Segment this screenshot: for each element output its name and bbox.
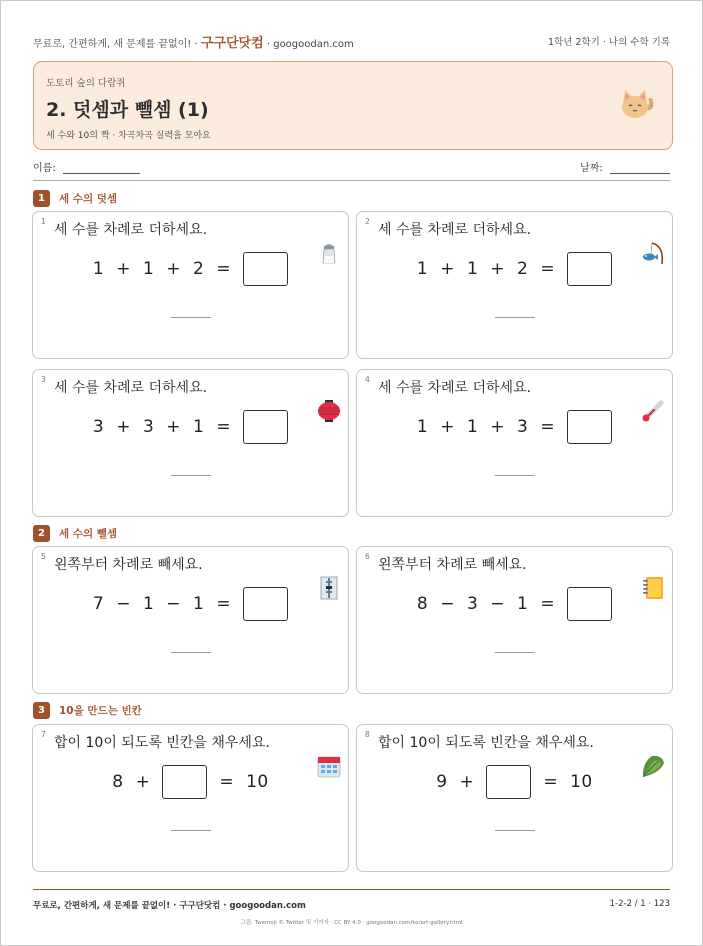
operator: − (440, 594, 455, 614)
course-label: 1학년 2학기 · 나의 수학 기록 (548, 37, 670, 48)
problem-card-4 (356, 369, 673, 517)
operand: 1 (416, 259, 429, 279)
top-bar (33, 31, 670, 51)
result-value: 10 (246, 772, 269, 792)
fishing-pole-icon (640, 240, 666, 266)
problem-number: 1 (41, 217, 46, 226)
name-line (63, 163, 140, 174)
answer-line (171, 830, 211, 831)
equals-sign: = (216, 259, 232, 279)
operand: 9 (436, 772, 448, 792)
notebook-icon (640, 575, 666, 601)
answer-line (495, 652, 535, 653)
footer (33, 899, 670, 911)
problem-number: 8 (365, 730, 370, 739)
problem-number: 3 (41, 375, 46, 384)
footer-left: 무료로, 간편하게, 새 문제를 끝없이! · 구구단닷컴 · googoodan.com (33, 901, 306, 911)
operand: 8 (416, 594, 429, 614)
operator: + (490, 417, 506, 437)
header-divider (33, 180, 670, 181)
operator: + (116, 417, 131, 437)
footer-divider (33, 889, 670, 890)
problem-number: 5 (41, 552, 46, 561)
operand: 1 (416, 417, 429, 437)
problem-card-8 (356, 724, 673, 872)
cat-face-icon (620, 88, 656, 120)
site-domain: · googoodan.com (266, 38, 354, 50)
section-label: 10을 만드는 빈칸 (59, 704, 142, 717)
banner-description: 세 수와 10의 짝 · 차곡차곡 실력을 모아요 (46, 131, 211, 141)
section-number: 2 (33, 525, 50, 542)
answer-line (495, 475, 535, 476)
equation (33, 410, 348, 444)
red-lantern-icon (316, 398, 342, 424)
section-label: 세 수의 덧셈 (59, 192, 118, 205)
date-field[interactable] (580, 159, 670, 175)
problem-number: 4 (365, 375, 370, 384)
section-label: 세 수의 뺄셈 (59, 527, 118, 540)
operator: + (490, 259, 506, 279)
operand: 3 (466, 594, 479, 614)
equation (33, 765, 348, 799)
answer-box[interactable] (567, 410, 612, 444)
equation (33, 587, 348, 621)
answer-box[interactable] (162, 765, 207, 799)
date-label: 날짜: (580, 163, 603, 174)
operator: + (440, 417, 455, 437)
title-banner (33, 61, 673, 150)
section-number: 1 (33, 190, 50, 207)
equation (357, 410, 672, 444)
problem-card-3 (32, 369, 349, 517)
image-credit: 그림: Twemoji © Twitter 및 기여자 · CC BY 4.0 · googoodan.com/ko/art-gallery.html (240, 920, 463, 926)
section-number: 3 (33, 702, 50, 719)
problem-card-5 (32, 546, 349, 694)
name-field[interactable] (33, 159, 140, 175)
name-date-row (33, 159, 670, 175)
operand: 2 (517, 259, 529, 279)
thermometer-icon (640, 398, 666, 424)
page-code: 1-2-2 / 1 · 123 (609, 899, 670, 909)
operand: 1 (142, 594, 155, 614)
top-left (33, 32, 354, 51)
operand: 1 (466, 417, 479, 437)
operand: 3 (92, 417, 105, 437)
tagline: 무료로, 간편하게, 새 문제를 끝없이! · (33, 38, 198, 50)
operator: + (440, 259, 455, 279)
operand: 2 (193, 259, 205, 279)
page-title: 2. 덧셈과 뺄셈 (1) (46, 99, 209, 121)
answer-box[interactable] (243, 587, 288, 621)
result-value: 10 (570, 772, 593, 792)
equals-sign: = (216, 417, 232, 437)
problem-instruction: 왼쪽부터 차례로 빼세요. (54, 557, 203, 573)
equation (33, 252, 348, 286)
name-label: 이름: (33, 163, 56, 174)
answer-box[interactable] (567, 252, 612, 286)
problem-card-2 (356, 211, 673, 359)
operator: + (135, 772, 151, 792)
operand: 7 (92, 594, 105, 614)
operator: − (490, 594, 506, 614)
operand: 1 (466, 259, 479, 279)
operand: 3 (517, 417, 529, 437)
abacus-icon (316, 575, 342, 601)
problem-instruction: 왼쪽부터 차례로 빼세요. (378, 557, 527, 573)
operator: + (116, 259, 131, 279)
operator: + (166, 259, 182, 279)
operand: 1 (142, 259, 155, 279)
equation (357, 587, 672, 621)
answer-box[interactable] (567, 587, 612, 621)
problem-card-6 (356, 546, 673, 694)
equals-sign: = (540, 259, 556, 279)
answer-line (495, 830, 535, 831)
answer-box[interactable] (243, 410, 288, 444)
answer-line (171, 475, 211, 476)
operand: 1 (517, 594, 529, 614)
brand-name: 구구단닷컴 (200, 35, 264, 51)
operator: − (116, 594, 131, 614)
banner-subtitle: 도토리 숲의 다람쥐 (46, 78, 126, 89)
problem-instruction: 세 수를 차례로 더하세요. (378, 380, 532, 396)
equals-sign: = (540, 417, 556, 437)
section-header-1 (33, 189, 117, 207)
equation (357, 765, 672, 799)
operand: 8 (112, 772, 124, 792)
operator: − (166, 594, 182, 614)
problem-instruction: 합이 10이 되도록 빈칸을 채우세요. (54, 735, 270, 751)
operand: 1 (92, 259, 105, 279)
operand: 1 (193, 594, 205, 614)
answer-box[interactable] (486, 765, 531, 799)
operator: + (166, 417, 182, 437)
equals-sign: = (540, 594, 556, 614)
answer-line (171, 317, 211, 318)
calendar-icon (316, 753, 342, 779)
date-line (610, 163, 670, 174)
problem-instruction: 세 수를 차례로 더하세요. (378, 222, 532, 238)
equals-sign: = (216, 594, 232, 614)
problem-card-7 (32, 724, 349, 872)
operator: + (459, 772, 475, 792)
problem-instruction: 합이 10이 되도록 빈칸을 채우세요. (378, 735, 594, 751)
leafy-green-icon (640, 753, 666, 779)
problem-card-1 (32, 211, 349, 359)
answer-line (171, 652, 211, 653)
salt-shaker-icon (316, 240, 342, 266)
problem-number: 6 (365, 552, 370, 561)
equals-sign: = (543, 772, 559, 792)
operand: 3 (142, 417, 155, 437)
operand: 1 (193, 417, 205, 437)
answer-line (495, 317, 535, 318)
problem-instruction: 세 수를 차례로 더하세요. (54, 222, 208, 238)
problem-number: 2 (365, 217, 370, 226)
answer-box[interactable] (243, 252, 288, 286)
problem-number: 7 (41, 730, 46, 739)
section-header-2 (33, 524, 117, 542)
problem-instruction: 세 수를 차례로 더하세요. (54, 380, 208, 396)
equals-sign: = (219, 772, 235, 792)
section-header-3 (33, 701, 142, 719)
equation (357, 252, 672, 286)
